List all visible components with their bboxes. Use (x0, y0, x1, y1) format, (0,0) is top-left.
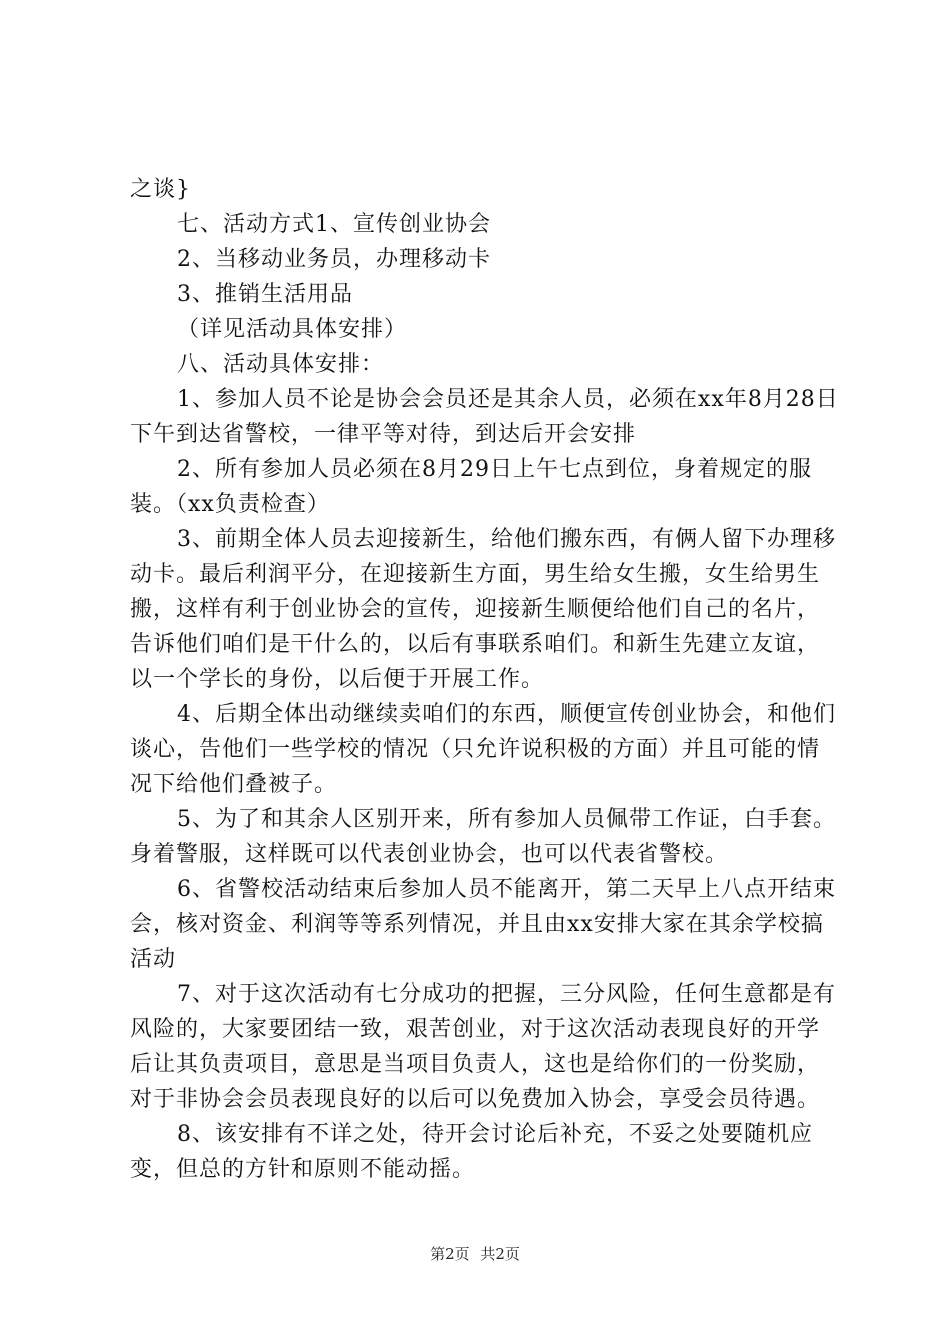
paragraph-section-eight: 八、活动具体安排： (177, 352, 385, 377)
paragraph-item-3: 3、推销生活用品 (177, 282, 353, 307)
paragraph-item-2: 2、当移动业务员，办理移动卡 (177, 247, 491, 272)
page-number: 第2页 (430, 1245, 470, 1263)
paragraph-arrangement-4: 4、后期全体出动继续卖咱们的东西，顺便宣传创业协会，和他们谈心，告他们一些学校的情况（只允许说积极的方面）并且可能的情况下给他们叠被子。 (130, 702, 836, 797)
paragraph-continuation: 之谈} (130, 177, 191, 202)
page-total: 共2页 (480, 1245, 520, 1263)
paragraph-arrangement-7: 7、对于这次活动有七分成功的把握，三分风险，任何生意都是有风险的，大家要团结一致，艰苦创业，对于这次活动表现良好的开学后让其负责项目，意思是当项目负责人，这也是给你们的一份奖励，对于非协会会员表现良好的以后可以免费加入协会，享受会员待遇。 (130, 982, 836, 1112)
paragraph-arrangement-1: 1、参加人员不论是协会会员还是其余人员，必须在xx年8月28日下午到达省警校，一律平等对待，到达后开会安排 (130, 387, 839, 447)
paragraph-section-seven: 七、活动方式1、宣传创业协会 (177, 212, 491, 237)
paragraph-arrangement-5: 5、为了和其余人区别开来，所有参加人员佩带工作证，白手套。身着警服，这样既可以代表创业协会，也可以代表省警校。 (130, 807, 836, 867)
page-footer (0, 1244, 950, 1264)
paragraph-arrangement-8: 8、该安排有不详之处，待开会讨论后补充，不妥之处要随机应变，但总的方针和原则不能动摇。 (130, 1122, 813, 1182)
document-body (130, 172, 840, 1187)
paragraph-arrangement-2: 2、所有参加人员必须在8月29日上午七点到位，身着规定的服装。（xx负责检查） (130, 457, 812, 517)
paragraph-arrangement-3: 3、前期全体人员去迎接新生，给他们搬东西，有俩人留下办理移动卡。最后利润平分，在迎接新生方面，男生给女生搬，女生给男生搬，这样有利于创业协会的宣传，迎接新生顺便给他们自己的名片，告诉他们咱们是干什么的，以后有事联系咱们。和新生先建立友谊，以一个学长的身份，以后便于开展工作。 (130, 527, 836, 692)
paragraph-see-details: （详见活动具体安排） (177, 317, 408, 342)
paragraph-arrangement-6: 6、省警校活动结束后参加人员不能离开，第二天早上八点开结束会，核对资金、利润等等系列情况，并且由xx安排大家在其余学校搞活动 (130, 877, 836, 972)
